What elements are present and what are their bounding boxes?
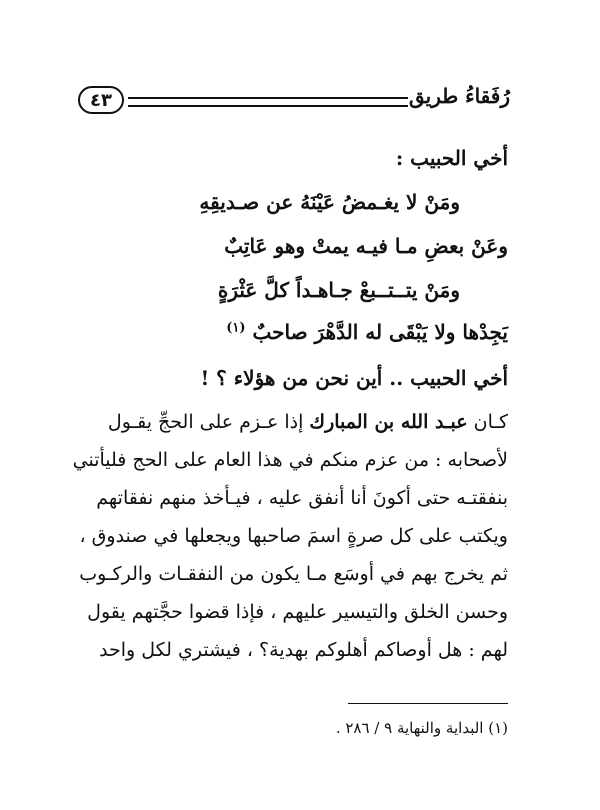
verse-line-4 xyxy=(226,320,508,344)
footnote: (١) البداية والنهاية ٩ / ٢٨٦ . xyxy=(335,719,508,737)
header-double-rule xyxy=(128,97,408,107)
verse-line-1: ومَنْ لا يغـمضُ عَيْنَهُ عن صـديقِهِ xyxy=(199,190,460,214)
paragraph-line-7: لهم : هل أوصاكم أهلوكم بهدية؟ ، فيشتري لكل واحد xyxy=(99,639,508,661)
verse-line-3: ومَنْ يتــتــبعْ جـاهـداً كلَّ عَثْرَةٍ xyxy=(217,278,460,302)
footnote-separator xyxy=(348,703,508,704)
page-header xyxy=(78,84,510,118)
verse-footnote-marker: (١) xyxy=(226,320,246,336)
paragraph-line-1-end: إذا عـزم على الحجِّ يقـول xyxy=(107,411,310,433)
paragraph-line-1 xyxy=(108,411,508,433)
verse-line-2: وعَنْ بعضِ مـا فيـه يمتْ وهو عَاتِبٌ xyxy=(224,234,508,258)
paragraph-line-4: ويكتب على كل صرةٍ اسمَ صاحبها ويجعلها في صندوق ، xyxy=(79,525,508,547)
paragraph-line-6: وحسن الخلق والتيسير عليهم ، فإذا قضوا حجَّتهم يقول xyxy=(87,601,508,623)
book-title: رُفَقاءُ طريق xyxy=(409,84,510,108)
page-number: ٤٣ xyxy=(90,89,112,111)
paragraph-line-1-start: كـان xyxy=(467,411,508,433)
intro-heading: أخي الحبيب : xyxy=(395,146,508,170)
paragraph-line-2: لأصحابه : من عزم منكم في هذا العام على الحج فليأتني xyxy=(72,449,508,471)
page-number-badge xyxy=(78,86,124,114)
paragraph-line-5: ثم يخرج بهم في أوسَع مـا يكون من النفقـات والركـوب xyxy=(79,563,508,585)
person-name: عبـد الله بن المبارك xyxy=(309,411,468,433)
question-heading: أخي الحبيب .. أين نحن من هؤلاء ؟ ! xyxy=(200,366,508,390)
verse-line-4-text: يَجِدْها ولا يَبْقَى له الدَّهْرَ صاحبٌ xyxy=(252,320,508,344)
paragraph-line-3: بنفقتـه حتى أكونَ أنا أنفق عليه ، فيـأخذ منهم نفقاتهم xyxy=(96,487,508,509)
